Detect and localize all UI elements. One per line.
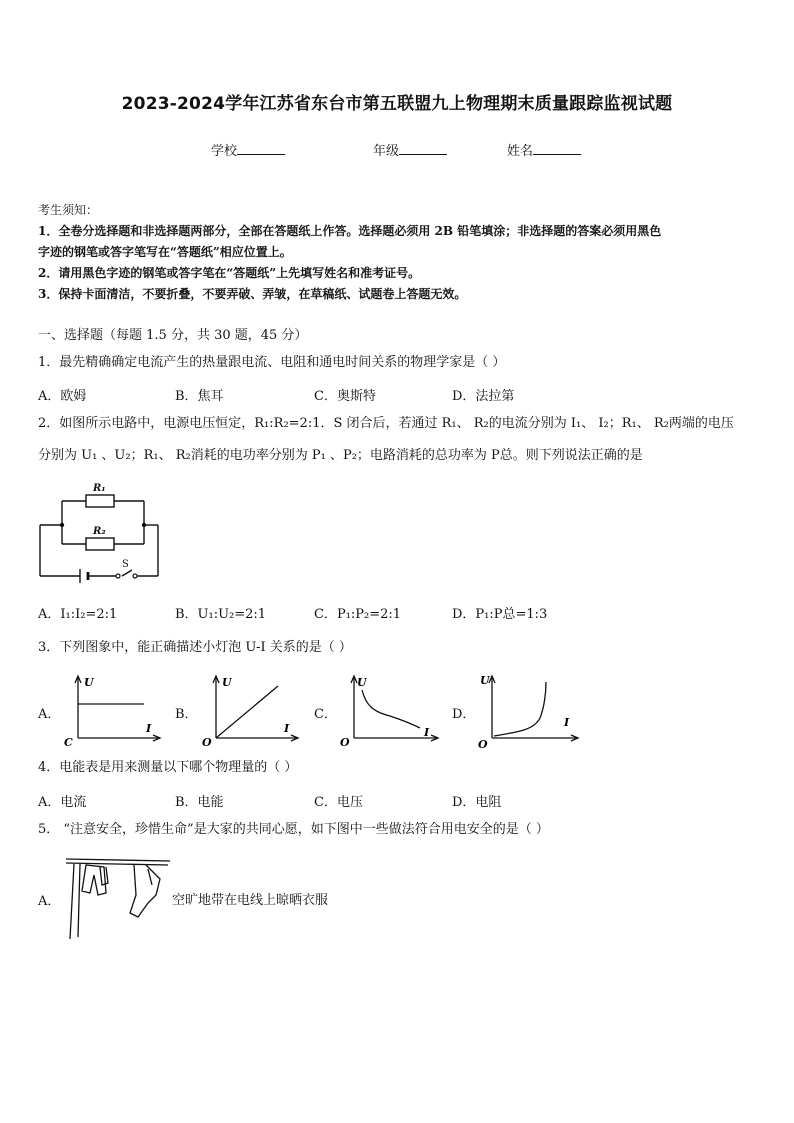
notice-item-3: 3．保持卡面清洁，不要折叠，不要弄破、弄皱，在草稿纸、试题卷上答题无效。 bbox=[38, 287, 467, 301]
graph-a-i-label: I bbox=[146, 722, 152, 735]
q4-option-b: B．电能 bbox=[175, 795, 224, 810]
school-blank bbox=[237, 142, 285, 155]
q2-option-d: D．P₁:P总=1:3 bbox=[452, 607, 548, 622]
name-blank bbox=[533, 142, 581, 155]
question-2-line-1: 2．如图所示电路中，电源电压恒定，R₁:R₂=2:1．S 闭合后，若通过 R₁、 R₂的电流分别为 I₁、 I₂；R₁、 R₂两端的电压 bbox=[38, 416, 734, 431]
question-5-stem: 5． “注意安全，珍惜生命”是大家的共同心愿，如下图中一些做法符合用电安全的是（ ） bbox=[38, 822, 549, 837]
q3-option-d: D． bbox=[452, 707, 476, 722]
q2-option-c: C．P₁:P₂=2:1 bbox=[314, 607, 402, 622]
graph-c-curve bbox=[362, 690, 420, 728]
school-label: 学校 bbox=[211, 144, 238, 159]
q5-option-a-caption: 空旷地带在电线上晾晒衣服 bbox=[172, 893, 329, 908]
clothes-on-wire-illustration bbox=[64, 855, 174, 941]
graph-b-origin-label: O bbox=[202, 736, 212, 749]
q4-option-d: D．电阻 bbox=[452, 795, 502, 810]
notice-item-1-line-1: 1．全卷分选择题和非选择题两部分，全部在答题纸上作答。选择题必须用 2B 铅笔填涂；非选择题的答案必须用黑色 bbox=[38, 224, 662, 238]
q4-option-c: C．电压 bbox=[314, 795, 363, 810]
q1-option-d: D．法拉第 bbox=[452, 389, 515, 404]
graph-d-curve bbox=[494, 682, 546, 736]
q5-option-a-label: A． bbox=[38, 894, 61, 909]
graph-d-u-label: U bbox=[480, 674, 490, 687]
grade-field bbox=[373, 140, 447, 159]
q1-option-b: B．焦耳 bbox=[175, 389, 224, 404]
q2-option-b: B．U₁:U₂=2:1 bbox=[175, 607, 267, 622]
graph-a-origin-label: C bbox=[64, 736, 73, 749]
resistor-r2 bbox=[86, 538, 114, 550]
label-r1: R₁ bbox=[93, 483, 106, 494]
label-s: S bbox=[122, 559, 129, 570]
switch bbox=[122, 570, 132, 576]
question-2-line-2: 分别为 U₁ 、U₂；R₁、 R₂消耗的电功率分别为 P₁ 、P₂；电路消耗的总功率为 P总。则下列说法正确的是 bbox=[38, 448, 643, 463]
q2-option-a: A．I₁:I₂=2:1 bbox=[38, 607, 118, 622]
graph-c-u-label: U bbox=[357, 676, 367, 689]
section-1-heading: 一、选择题（每题 1.5 分，共 30 题，45 分） bbox=[38, 328, 308, 343]
graph-a bbox=[62, 672, 162, 750]
grade-label: 年级 bbox=[373, 144, 400, 159]
question-3-stem: 3．下列图象中，能正确描述小灯泡 U-I 关系的是（ ） bbox=[38, 640, 352, 655]
graph-b-i-label: I bbox=[284, 722, 290, 735]
circuit-diagram bbox=[36, 476, 166, 581]
page-title: 2023-2024学年江苏省东台市第五联盟九上物理期末质量跟踪监视试题 bbox=[121, 94, 673, 114]
notice-item-2: 2．请用黑色字迹的钢笔或答字笔在“答题纸”上先填写姓名和准考证号。 bbox=[38, 266, 421, 280]
q3-option-c: C． bbox=[314, 707, 337, 722]
label-r2: R₂ bbox=[93, 526, 106, 537]
name-label: 姓名 bbox=[507, 144, 534, 159]
question-1-stem: 1．最先精确确定电流产生的热量跟电流、电阻和通电时间关系的物理学家是（ ） bbox=[38, 355, 506, 370]
q3-option-b: B． bbox=[175, 707, 198, 722]
graph-d bbox=[478, 672, 583, 750]
graph-a-u-label: U bbox=[84, 676, 94, 689]
notice-item-1-line-2: 字迹的钢笔或答字笔写在“答题纸”相应位置上。 bbox=[38, 245, 292, 259]
name-field bbox=[507, 140, 581, 159]
q4-option-a: A．电流 bbox=[38, 795, 87, 810]
q1-option-c: C．奥斯特 bbox=[314, 389, 376, 404]
notice-heading: 考生须知： bbox=[38, 203, 99, 217]
graph-b-u-label: U bbox=[222, 676, 232, 689]
graph-b-curve bbox=[216, 686, 278, 738]
graph-c bbox=[340, 672, 440, 750]
question-4-stem: 4．电能表是用来测量以下哪个物理量的（ ） bbox=[38, 760, 298, 775]
graph-d-i-label: I bbox=[564, 716, 570, 729]
graph-d-origin-label: O bbox=[478, 738, 488, 751]
school-field bbox=[211, 140, 285, 159]
q1-option-a: A．欧姆 bbox=[38, 389, 87, 404]
graph-b bbox=[200, 672, 300, 750]
graph-c-origin-label: O bbox=[340, 736, 350, 749]
q3-option-a: A． bbox=[38, 707, 61, 722]
grade-blank bbox=[399, 142, 447, 155]
graph-c-i-label: I bbox=[424, 726, 430, 739]
resistor-r1 bbox=[86, 495, 114, 507]
